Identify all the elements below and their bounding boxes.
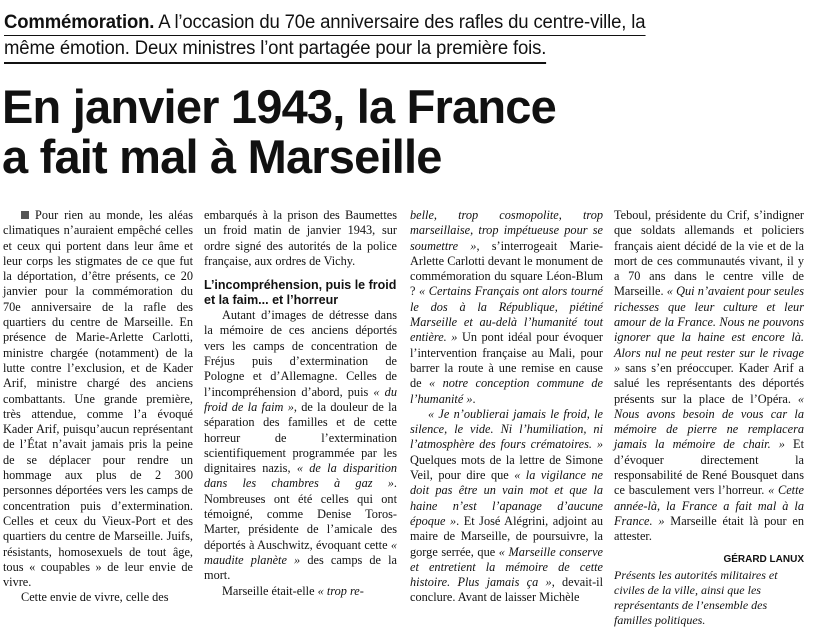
quote: « trop re- xyxy=(317,583,364,598)
quote: « Marseille conserve et entretient la mémoire de cette histoire. Plus jamais ça » xyxy=(410,544,603,590)
quote: « Nous avons besoin de vous car la mémoire de pierre ne remplacera jamais la mémoire de chair. » xyxy=(614,391,804,452)
paragraph-text: Marseille était là pour en attester. xyxy=(614,513,805,544)
author-signature: GÉRARD LANUX xyxy=(723,553,804,565)
paragraph-text: Marseille était-elle xyxy=(222,583,318,598)
paragraph-text: , devait-il conclure. Avant de laisser Michèle xyxy=(410,575,604,605)
paragraph xyxy=(614,208,804,545)
quote: « du froid de la faim » xyxy=(204,384,397,414)
paragraph xyxy=(410,208,603,407)
paragraph-bullet-icon xyxy=(21,211,29,219)
paragraph-text: embarqués à la prison des Baumettes un froid matin de janvier 1943, sur ordre signé des autorités de la police française, aux ordres de Vichy. xyxy=(204,208,397,268)
quote: belle, trop cosmopolite, trop marseillaise, trop impétueuse pour se soumettre » xyxy=(410,208,603,253)
paragraph-text: Quelques mots de la lettre de Simone Veil, pour dire que xyxy=(410,452,603,483)
paragraph xyxy=(3,208,193,590)
quote: « de la disparition dans les chambres à gaz » xyxy=(204,461,397,491)
kicker-label: Commémoration. xyxy=(4,12,155,33)
photo-caption: Présents les autorités militaires et civiles de la ville, ainsi que les représentants de l’ensemble des familles politiques. xyxy=(614,567,778,627)
paragraph-text: Cette envie de vivre, celle des xyxy=(21,590,169,605)
paragraph-text: . Nombreuses ont été celles qui ont témoigné, comme Denise Toros-Marter, présidente de l’amicale des déportés à Auschwitz, évoquant cette xyxy=(204,476,397,552)
paragraph-text: Et d’évoquer directement la responsabilité de René Bousquet dans ce basculement vers l’horreur. xyxy=(614,437,804,498)
paragraph-text: des camps de la mort. xyxy=(204,552,398,583)
paragraph xyxy=(204,308,397,583)
paragraph-text: Un pont idéal pour évoquer l’intervention française au Mali, pour barrer la route à une remise en cause de xyxy=(410,330,603,391)
paragraph xyxy=(204,208,397,269)
quote: « la vigilance ne doit pas être un vain mot et que la haine n’est l’apanage d’aucune époque » xyxy=(410,468,603,528)
kicker-text-1: A l’occasion du 70e anniversaire des rafles du centre-ville, la xyxy=(154,12,646,33)
paragraph-text: , de la douleur de la séparation des familles et de cette horreur de l’extermination scientifiquement programmée par les dignitaires nazis, xyxy=(204,399,397,476)
quote: « notre conception commune de l’humanité » xyxy=(410,376,604,406)
quote: « Qui n’avaient pour seules richesses que leur culture et leur amour de la France. Nous ne pouvons ignorer que la haine est encore là. Alors nul ne peut rester sur le rivage » xyxy=(614,284,804,375)
article-column-1 xyxy=(3,208,193,606)
article-column-3 xyxy=(410,208,603,606)
paragraph-text: Teboul, présidente du Crif, s’indigner que soldats allemands et policiers français aient décidé de la vie et de la mort de ces communautés vivant, il y a 70 ans dans le centre ville de Marseille. xyxy=(614,208,804,299)
paragraph-text: Autant d’images de détresse dans la mémoire de ces anciens déportés vers les camps de concentration de Fréjus puis d’extermination de Pologne et d’Allemagne. Celles de l’incompréhension d’abord, puis xyxy=(204,308,397,399)
paragraph xyxy=(204,584,397,599)
kicker-line-2: même émotion. Deux ministres l’ont partagée pour la première fois. xyxy=(4,36,546,64)
headline xyxy=(2,82,556,182)
quote: « maudite planète » xyxy=(204,537,397,567)
quote: « Certains Français ont alors tourné le dos à la République, piétiné Marseille et au-delà l’humanité tout entière. » xyxy=(410,284,603,345)
paragraph xyxy=(410,407,603,606)
paragraph-text: , s’interrogeait Marie-Arlette Carlotti devant le monument de commémoration du square Léon-Blum ? xyxy=(410,238,604,299)
article-column-2 xyxy=(204,208,397,599)
kicker xyxy=(4,10,790,64)
paragraph-text: . xyxy=(472,391,476,406)
kicker-line-1 xyxy=(4,10,645,36)
headline-line-1: En janvier 1943, la France xyxy=(2,80,556,133)
quote: « Je n’oublierai jamais le froid, le silence, le vide. Ni l’humiliation, ni l’atmosphère des fours crématoires. » xyxy=(410,406,603,452)
quote: « Cette année-là, la France a fait mal à la France. » xyxy=(614,483,804,528)
paragraph-text: Pour rien au monde, les aléas climatiques n’auraient empêché celles et ceux qui portent dans leur âme et leur corps les stigmates de ce que fut la déportation, d’être présents, ce 20 janvier pour la commémoration du 70e anniversaire de la rafle des quartiers du centre de Marseille. En présence de Marie-Arlette Carlotti, ministre chargée (notamment) de la lutte contre l’exclusion, et de Kader Arif, ministre chargé des anciens combattants. Une grande première, très attendue, comme l’a évoqué Kader Arif, puisqu’aucun représentant de l’État n’avait jamais pris la peine de se déplacer pour rendre un hommage aux plus de 2 300 personnes déportées vers les camps de concentration puis d’extermination. Celles et ceux du Vieux-Port et des quartiers du centre de Marseille. Juifs, résistants, homosexuels de tout âge, tous « coupables » de leur envie de vivre. xyxy=(3,208,193,590)
paragraph-text: sans s’en préoccuper. Kader Arif a salué les représentants des déportés présents sur la place de l’Opéra. xyxy=(614,360,804,406)
headline-line-2: a fait mal à Marseille xyxy=(2,130,442,183)
article-column-4 xyxy=(614,208,804,628)
paragraph-text: . Et José Alégrini, adjoint au maire de Marseille, de poursuivre, la gorge serrée, que xyxy=(410,513,604,559)
paragraph xyxy=(3,590,193,605)
subheading: L’incompréhension, puis le froid et la faim... et l’horreur xyxy=(204,278,397,308)
